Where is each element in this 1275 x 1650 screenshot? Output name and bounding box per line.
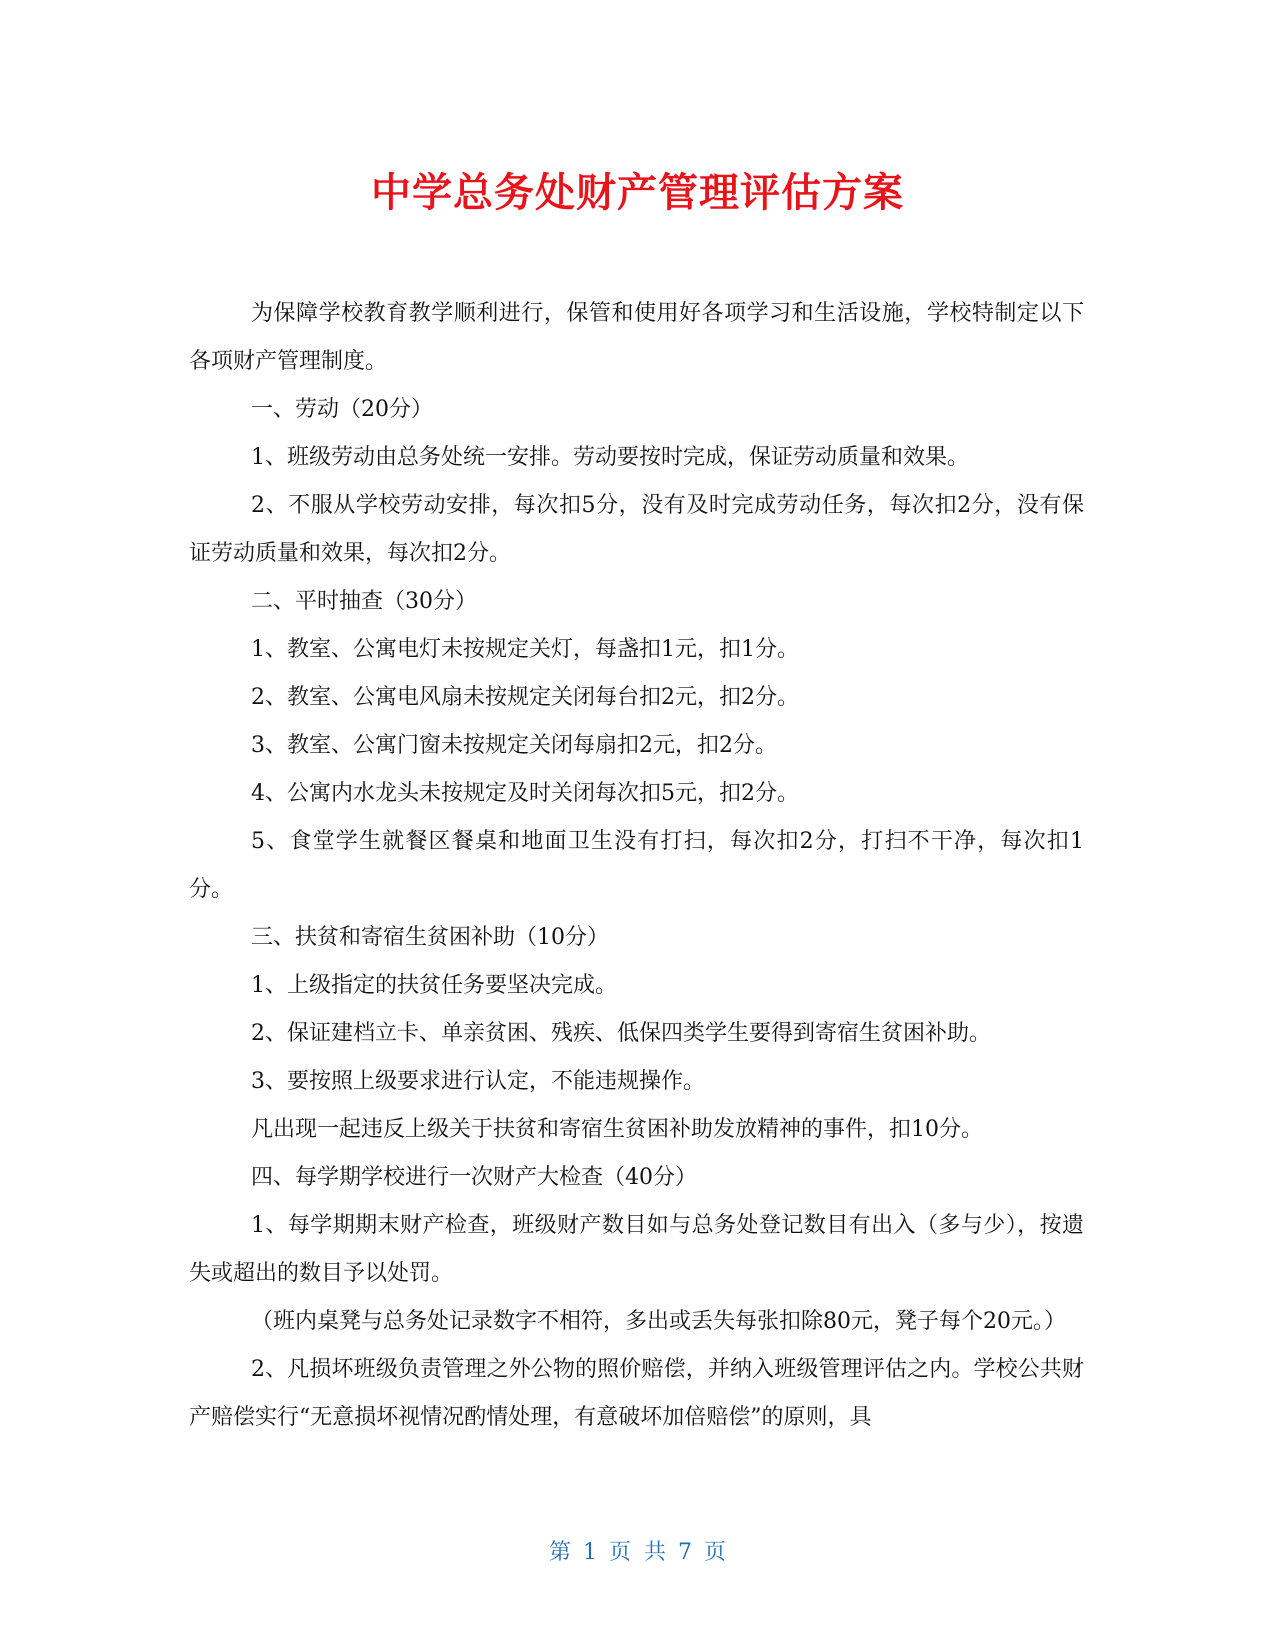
paragraph: 3、教室、公寓门窗未按规定关闭每扇扣2元，扣2分。 (251, 733, 777, 758)
paragraph: 2、教室、公寓电风扇未按规定关闭每台扣2元，扣2分。 (251, 685, 799, 710)
section-heading-spot-check: 二、平时抽查（30分） (251, 589, 477, 614)
section-heading-labor: 一、劳动（20分） (251, 397, 433, 422)
footer-total-pages: 7 (678, 1540, 692, 1565)
paragraph: 2、不服从学校劳动安排，每次扣5分，没有及时完成劳动任务，每次扣2分，没有保证劳动质量和效果，每次扣2分。 (189, 493, 1084, 566)
page-title: 中学总务处财产管理评估方案 (371, 170, 904, 216)
section-heading-property-check: 四、每学期学校进行一次财产大检查（40分） (251, 1165, 697, 1190)
paragraph: 1、教室、公寓电灯未按规定关灯，每盏扣1元，扣1分。 (251, 637, 799, 662)
paragraph: 2、保证建档立卡、单亲贫困、残疾、低保四类学生要得到寄宿生贫困补助。 (251, 1021, 991, 1046)
paragraph-intro: 为保障学校教育教学顺利进行，保管和使用好各项学习和生活设施，学校特制定以下各项财产管理制度。 (189, 301, 1084, 374)
paragraph: 1、上级指定的扶贫任务要坚决完成。 (251, 973, 617, 998)
footer-current-page: 1 (583, 1540, 597, 1565)
footer-prefix: 第 (548, 1540, 571, 1565)
section-heading-poverty-aid: 三、扶贫和寄宿生贫困补助（10分） (251, 925, 609, 950)
paragraph: 凡出现一起违反上级关于扶贫和寄宿生贫困补助发放精神的事件，扣10分。 (251, 1117, 983, 1142)
paragraph: 3、要按照上级要求进行认定，不能违规操作。 (251, 1069, 705, 1094)
paragraph: 5、食堂学生就餐区餐桌和地面卫生没有打扫，每次扣2分，打扫不干净，每次扣1分。 (189, 829, 1084, 902)
paragraph: 1、班级劳动由总务处统一安排。劳动要按时完成，保证劳动质量和效果。 (251, 445, 969, 470)
paragraph: 1、每学期期末财产检查，班级财产数目如与总务处登记数目有出入（多与少），按遗失或超出的数目予以处罚。 (189, 1213, 1084, 1286)
footer-suffix: 页 (704, 1540, 727, 1565)
paragraph: 2、凡损坏班级负责管理之外公物的照价赔偿，并纳入班级管理评估之内。学校公共财产赔偿实行“无意损坏视情况酌情处理，有意破坏加倍赔偿”的原则，具 (189, 1357, 1084, 1430)
page-footer (0, 1538, 1275, 1568)
paragraph: 4、公寓内水龙头未按规定及时关闭每次扣5元，扣2分。 (251, 781, 799, 806)
document-body (189, 290, 1084, 1442)
paragraph: （班内桌凳与总务处记录数字不相符，多出或丢失每张扣除80元，凳子每个20元。） (251, 1309, 1066, 1334)
footer-middle: 页 共 (609, 1540, 666, 1565)
